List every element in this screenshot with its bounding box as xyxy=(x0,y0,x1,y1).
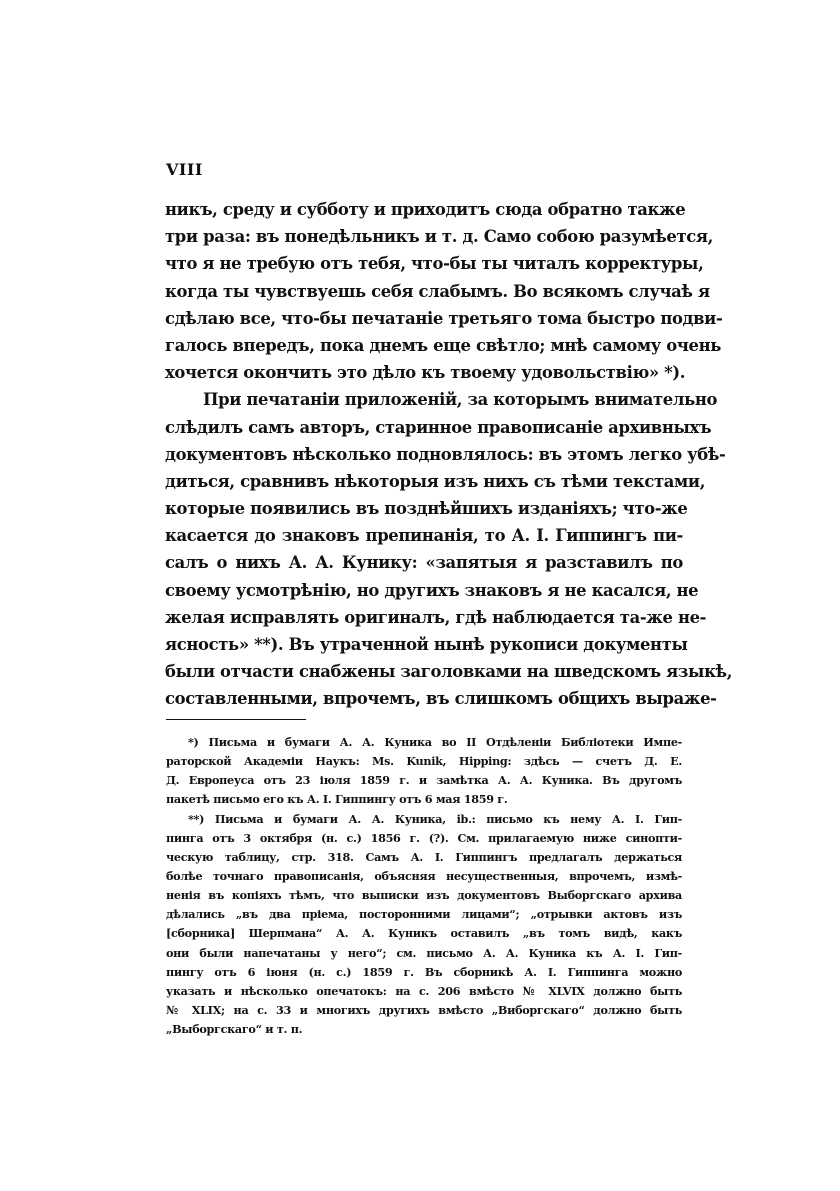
footnote-line: № XLIX; на с. 33 и многихъ другихъ вмѣсто „Виборгскаго“ должно быть xyxy=(166,1002,682,1017)
footnote-line: **) Письма и бумаги А. А. Куника, ib.: письмо къ нему А. І. Гип- xyxy=(188,811,682,826)
body-line: составленными, впрочемъ, въ слишкомъ общихъ выраже- xyxy=(165,689,717,709)
footnote-line: пакетѣ письмо его къ А. І. Гиппингу отъ 6 мая 1859 г. xyxy=(166,792,508,807)
body-line: были отчасти снабжены заголовками на шведскомъ языкѣ, xyxy=(165,662,733,682)
footnote-line: „Выборгскаго“ и т. п. xyxy=(166,1022,303,1037)
footnote-line: они были напечатаны у него“; см. письмо А. А. Куника къ А. І. Гип- xyxy=(166,945,682,960)
body-line: желая исправлять оригиналъ, гдѣ наблюдается та-же не- xyxy=(165,607,707,627)
footnote-line: пингу отъ 6 іюня (н. с.) 1859 г. Въ сборникѣ А. І. Гиппинга можно xyxy=(166,964,682,979)
body-line: хочется окончить это дѣло къ твоему удовольствію» *). xyxy=(165,363,686,383)
body-line: которые появились въ позднѣйшихъ изданіяхъ; что-же xyxy=(165,499,688,519)
footnote-line: ческую таблицу, стр. 318. Самъ А. І. Гиппингъ предлагалъ держаться xyxy=(166,849,682,864)
footnote-divider xyxy=(166,719,306,720)
footnote-line: болѣе точнаго правописанія, объясняя несущественныя, впрочемъ, измѣ- xyxy=(166,868,682,883)
body-line: касается до знаковъ препинанія, то А. І. Гиппингъ пи- xyxy=(165,526,683,546)
body-line: ясность» **). Въ утраченной нынѣ рукописи документы xyxy=(165,635,688,654)
body-line: галось впередъ, пока днемъ еще свѣтло; мнѣ самому очень xyxy=(165,335,722,355)
body-line: салъ о нихъ А. А. Кунику: «запятыя я разставилъ по xyxy=(165,553,683,573)
body-text xyxy=(165,196,733,713)
footnote-line: Д. Европеуса отъ 23 іюля 1859 г. и замѣтка А. А. Куника. Въ другомъ xyxy=(166,773,682,788)
footnote-line: раторской Академіи Наукъ: Ms. Kunik, Hipping: здѣсь — счетъ Д. Е. xyxy=(166,754,682,769)
footnote-line: дѣлались „въ два пріема, посторонними лицами“; „отрывки актовъ изъ xyxy=(166,907,682,922)
body-line: слѣдилъ самъ авторъ, старинное правописаніе архивныхъ xyxy=(165,417,712,437)
body-line: диться, сравнивъ нѣкоторыя изъ нихъ съ тѣми текстами, xyxy=(165,471,706,491)
body-line: три раза: въ понедѣльникъ и т. д. Само собою разумѣется, xyxy=(165,227,713,247)
footnote-line: *) Письма и бумаги А. А. Куника во II Отдѣленіи Библіотеки Импе- xyxy=(188,735,682,749)
footnote-line: [сборника] Шерпмана“ А. А. Куникъ оставилъ „въ томъ видѣ, какъ xyxy=(166,926,682,941)
body-line: При печатаніи приложеній, за которымъ внимательно xyxy=(203,390,718,410)
body-line: сдѣлаю все, что-бы печатаніе третьяго тома быстро подви- xyxy=(165,308,723,328)
footnotes xyxy=(166,733,682,1039)
body-line: никъ, среду и субботу и приходитъ сюда обратно также xyxy=(165,200,686,219)
footnote-line: указать и нѣсколько опечатокъ: на с. 206 вмѣсто № XLVIX должно быть xyxy=(166,983,682,998)
body-line: что я не требую отъ тебя, что-бы ты читалъ корректуры, xyxy=(165,254,704,274)
footnote-line: ненія въ копіяхъ тѣмъ, что выписки изъ документовъ Выборгскаго архива xyxy=(166,888,682,903)
body-line: своему усмотрѣнію, но другихъ знаковъ я не касался, не xyxy=(165,580,699,600)
footnote-line: пинга отъ 3 октября (н. с.) 1856 г. (?). См. прилагаемую ниже синопти- xyxy=(166,830,682,845)
body-line: документовъ нѣсколько подновлялось: въ этомъ легко убѣ- xyxy=(165,444,726,464)
page-number: VIII xyxy=(166,160,203,179)
body-line: когда ты чувствуешь себя слабымъ. Во всякомъ случаѣ я xyxy=(165,281,710,301)
